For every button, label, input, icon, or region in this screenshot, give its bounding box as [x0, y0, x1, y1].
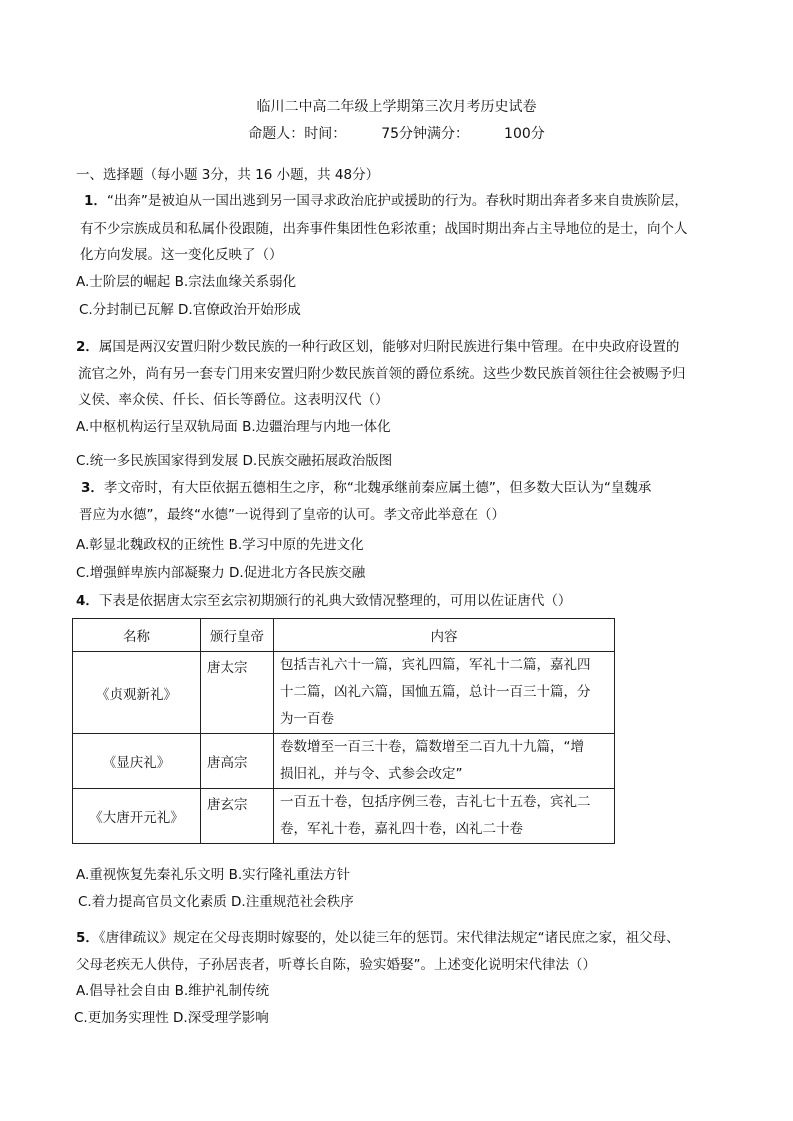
q1-line-1: 1．“出奔”是被迫从一国出逃到另一国寻求政治庇护或援助的行为。春秋时期出奔者多来自贵族阶层， [84, 193, 688, 209]
q4-options-cd: C.着力提高官员文化素质 D.注重规范社会秩序 [78, 894, 354, 910]
q3-options-ab: A.彰显北魏政权的正统性 B.学习中原的先进文化 [76, 537, 364, 553]
q4-number: 4． [76, 593, 99, 609]
table-header-row [73, 619, 615, 652]
q2-line-3: 义侯、率众侯、仟长、佰长等爵位。这表明汉代（） [78, 392, 389, 408]
q2-options-ab: A.中枢机构运行呈双轨局面 B.边疆治理与内地一体化 [76, 419, 391, 435]
q1-options-cd: C.分封制已瓦解 D.官僚政治开始形成 [79, 302, 301, 318]
section-heading: 一、选择题（每小题 3分，共 16 小题，共 48分） [76, 167, 380, 183]
table-row [73, 652, 615, 734]
q2-number: 2． [76, 339, 99, 355]
rite-content: 包括吉礼六十一篇，宾礼四篇，军礼十二篇，嘉礼四 十二篇，凶礼六篇，国恤五篇，总计一百三十篇，分 为一百卷 [274, 652, 615, 734]
q1-line-2: 有不少宗族成员和私属仆役跟随，出奔事件集团性色彩浓重；战国时期出奔占主导地位的是士，向个人 [80, 221, 688, 237]
q2-options-cd: C.统一多民族国家得到发展 D.民族交融拓展政治版图 [76, 453, 393, 469]
rite-emperor: 唐高宗 [201, 734, 274, 789]
q5-options-cd: C.更加务实理性 D.深受理学影响 [74, 1010, 269, 1026]
rite-name: 《贞观新礼》 [73, 652, 201, 734]
q5-line-1: 5．《唐律疏议》规定在父母丧期时嫁娶的，处以徒三年的惩罚。宋代律法规定“诸民庶之家，祖父母、 [76, 930, 680, 946]
q2-line-1: 2．属国是两汉安置归附少数民族的一种行政区划，能够对归附民族进行集中管理。在中央政府设置的 [76, 339, 680, 355]
col-header-emperor: 颁行皇帝 [201, 619, 274, 652]
rite-content: 卷数增至一百三十卷，篇数增至二百九十九篇，“增 损旧礼，并与令、式参会改定” [274, 734, 615, 789]
rite-emperor: 唐玄宗 [201, 789, 274, 844]
q5-number: 5． [76, 930, 99, 946]
exam-meta: 命题人：时间： 75分钟满分： 100分 [248, 126, 545, 142]
q4-stem: 4．下表是依据唐太宗至玄宗初期颁行的礼典大致情况整理的，可用以佐证唐代（） [76, 593, 572, 609]
q3-options-cd: C.增强鲜卑族内部凝聚力 D.促进北方各民族交融 [76, 565, 366, 581]
col-header-name: 名称 [73, 619, 201, 652]
q5-options-ab: A.倡导社会自由 B.维护礼制传统 [76, 983, 270, 999]
rite-name: 《大唐开元礼》 [73, 789, 201, 844]
exam-title: 临川二中高二年级上学期第三次月考历史试卷 [256, 99, 537, 115]
rites-table [72, 618, 615, 844]
col-header-content: 内容 [274, 619, 615, 652]
q1-line-3: 化方向发展。这一变化反映了（） [80, 247, 283, 263]
q1-number: 1． [84, 193, 107, 209]
rite-content: 一百五十卷，包括序例三卷，吉礼七十五卷，宾礼二 卷，军礼十卷，嘉礼四十卷，凶礼二十卷 [274, 789, 615, 844]
q3-line-2: 晋应为水德”，最终“水德”一说得到了皇帝的认可。孝文帝此举意在（） [79, 507, 505, 523]
q2-line-2: 流官之外，尚有另一套专门用来安置归附少数民族首领的爵位系统。这些少数民族首领往往会被赐予归 [78, 366, 686, 382]
table-row [73, 734, 615, 789]
rite-emperor: 唐太宗 [201, 652, 274, 734]
q3-number: 3． [81, 480, 104, 496]
q5-line-2: 父母老疾无人供侍，子孙居丧者，听尊长自陈，验实婚娶”。上述变化说明宋代律法（） [76, 957, 596, 973]
q3-line-1: 3．孝文帝时，有大臣依据五德相生之序，称“北魏承继前秦应属土德”，但多数大臣认为“皇魏承 [81, 480, 652, 496]
q4-options-ab: A.重视恢复先秦礼乐文明 B.实行隆礼重法方针 [76, 867, 351, 883]
rite-name: 《显庆礼》 [73, 734, 201, 789]
q1-options-ab: A.士阶层的崛起 B.宗法血缘关系弱化 [76, 274, 297, 290]
table-row [73, 789, 615, 844]
